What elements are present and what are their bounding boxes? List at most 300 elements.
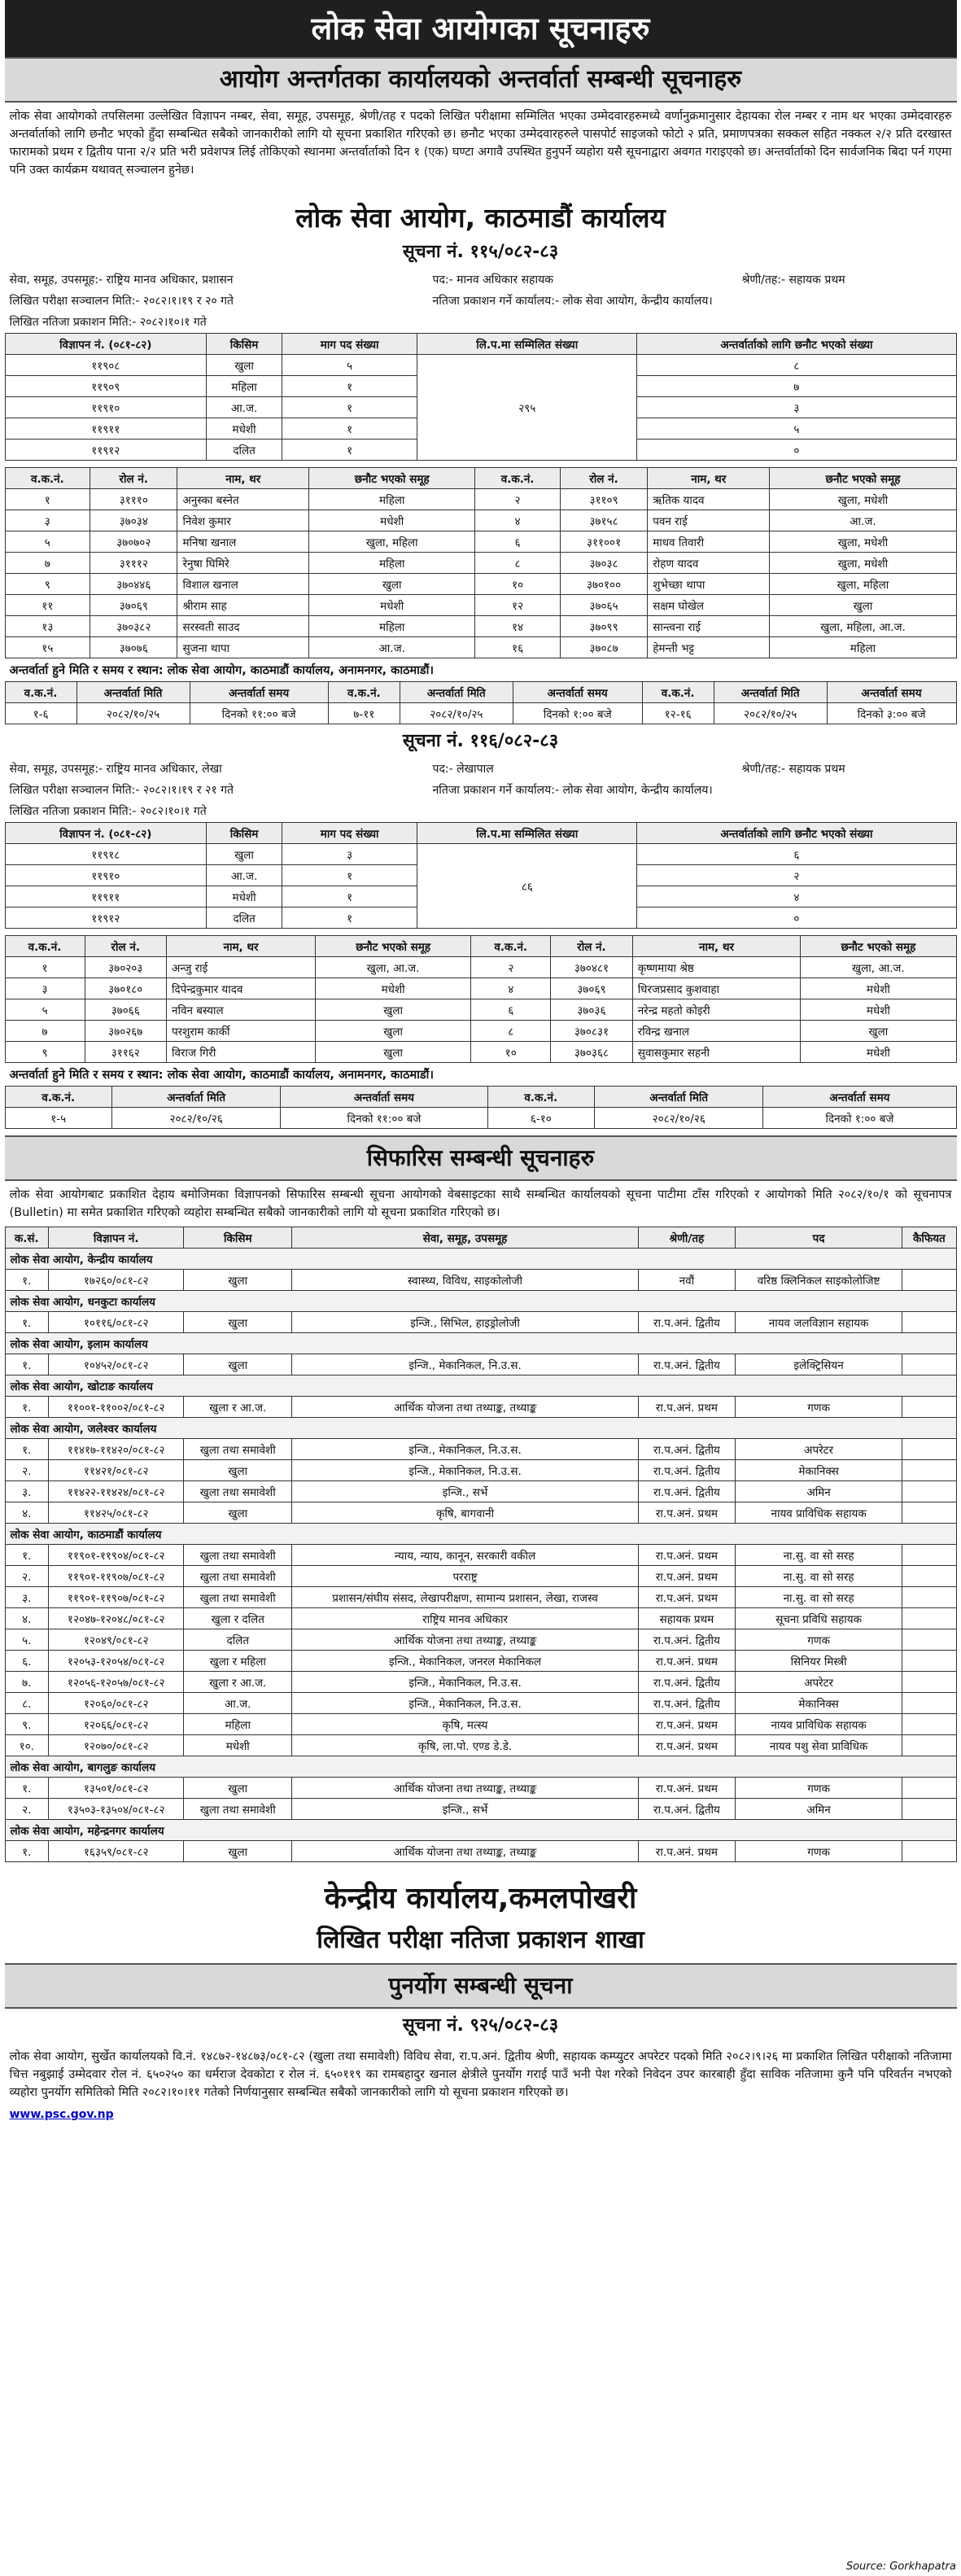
cand-roll: ३७०२६७ <box>85 1021 166 1042</box>
cand-group: खुला <box>316 999 471 1021</box>
cand-serial: ५ <box>5 531 90 553</box>
adv-type: मधेशी <box>207 418 282 440</box>
notice-1-meta-row2 <box>5 291 957 312</box>
cand-roll: ३७०७६ <box>90 637 177 658</box>
notice-1-result-date: लिखित नतिजा प्रकाशन मिति:- २०८२।१०।१ गते <box>9 316 207 329</box>
rec-remark <box>902 1693 956 1714</box>
table-row <box>5 1693 956 1714</box>
rec-adv-number: १२०७०/०८१-८२ <box>49 1735 184 1756</box>
table-row <box>5 355 956 376</box>
notice-1-number: सूचना नं. ११५/०८२-८३ <box>402 242 559 262</box>
review-notice-number: सूचना नं. ९२५/०८२-८३ <box>402 2015 559 2036</box>
rec-remark <box>902 1799 956 1820</box>
rec-serial: १. <box>5 1778 49 1799</box>
rec-post: गणक <box>735 1841 902 1862</box>
rec-type: खुला <box>184 1270 292 1291</box>
rec-remark <box>902 1629 956 1651</box>
cand-serial: ६ <box>475 531 561 553</box>
rec-post: इलेक्ट्रिसियन <box>735 1354 902 1375</box>
rec-post: ना.सु. वा सो सरह <box>735 1587 902 1608</box>
rec-serial: २. <box>5 1566 49 1587</box>
notice-1-adv-table <box>5 333 957 461</box>
rec-post: गणक <box>735 1778 902 1799</box>
cand-serial: ३ <box>5 510 90 531</box>
notice-2-candidate-table <box>5 935 957 1063</box>
rec-post: सिनियर मिस्त्री <box>735 1651 902 1672</box>
cand-name: सान्त्वना राई <box>648 616 770 637</box>
rec-type: खुला तथा समावेशी <box>184 1439 292 1460</box>
table-row <box>5 1397 956 1418</box>
cand-serial: १ <box>5 489 90 510</box>
cand-serial: ८ <box>475 553 561 574</box>
cand-group: आ.ज. <box>309 637 475 658</box>
sched-cell: दिनको १:०० बजे <box>513 703 642 724</box>
rec-service: प्रशासन/संघीय संसद, लेखापरीक्षण, सामान्य प्रशासन, लेखा, राजस्व <box>292 1587 639 1608</box>
cand-group: खुला, मधेशी <box>770 553 956 574</box>
cand-name: रविन्द्र खनाल <box>632 1021 801 1042</box>
rec-adv-number: ११४२२-११४२४/०८१-८२ <box>49 1481 184 1502</box>
intro-paragraph: लोक सेवा आयोगको तपसिलमा उल्लेखित विज्ञापन नम्बर, सेवा, समूह, उपसमूह, श्रेणी/तह र पदको लिखित परीक्षामा सम्मिलित भएका उम्मेदवारहरुमध्ये वर्णानुक्रमानुसार देहायका रोल नम्बर र नाम थर भएका उम्मेदवारहरु अन्तर्वार्ताको लागि छनौट भएको हुँदा सम्बन्धित सबैको जानकारीको लागि यो सूचना प्रकाशित गरिएको छ। छनौट भएका उम्मेदवारहरुले पासपोर्ट साइजको फोटो २ प्रति, प्रमाणपत्रका सक्कल सहित नक्कल २/२ प्रति दरखास्त फारामको प्रथम र द्वितीय पाना २/२ प्रति भरी प्रवेशपत्र लिई तोकिएको स्थानमा अन्तर्वार्ताको दिन १ (एक) घण्टा अगावै उपस्थित हुनुपर्ने व्यहोरा यसै सूचनाद्वारा अवगत गराइएको छ। अन्तर्वार्ताको दिन सार्वजनिक बिदा पर्न गएमा पनि उक्त कार्यक्रम यथावत् सञ्चालन हुनेछ। <box>9 110 952 177</box>
rec-serial: ५. <box>5 1629 49 1651</box>
cand-group: खुला, महिला <box>309 531 475 553</box>
cand-serial: ४ <box>475 510 561 531</box>
rec-type: खुला तथा समावेशी <box>184 1481 292 1502</box>
rec-type: खुला र दलित <box>184 1608 292 1629</box>
adv-number: ११९०८ <box>5 355 207 376</box>
notice1-cand-header-5: रोल नं. <box>560 468 647 489</box>
cand-name: मनिषा खनाल <box>177 531 309 553</box>
rec-level: नवौं <box>638 1270 735 1291</box>
sched-cell: ६-१० <box>487 1108 594 1129</box>
notice1-sched-header-5: अन्तर्वार्ता समय <box>513 682 642 703</box>
cand-serial: ९ <box>5 1042 85 1063</box>
notice1-adv-header-4: अन्तर्वार्ताको लागि छनौट भएको संख्या <box>637 334 956 355</box>
office-group-name: लोक सेवा आयोग, धनकुटा कार्यालय <box>5 1291 956 1312</box>
rec-type: मधेशी <box>184 1735 292 1756</box>
recommend-paragraph: लोक सेवा आयोगबाट प्रकाशित देहाय बमोजिमका विज्ञापनको सिफारिस सम्बन्धी सूचना आयोगको वेबसाइटका साथै सम्बन्धित कार्यालयको सूचना पाटीमा टाँस गरिएको र आयोगको मिति २०८२/१०/१ को सूचनापत्र (Bulletin) मा समेत प्रकाशित गरिएको व्यहोरा सम्बन्धित सबैको जानकारीको लागि यो सूचना प्रकाशित गरिएको छ। <box>9 1188 952 1219</box>
rec-service: इन्जि., मेकानिकल, नि.उ.स. <box>292 1693 639 1714</box>
notice-1-service: सेवा, समूह, उपसमूह:- राष्ट्रिय मानव अधिकार, प्रशासन <box>9 273 234 286</box>
sched-cell: दिनको ३:०० बजे <box>827 703 956 724</box>
cand-roll: ३७०७०२ <box>90 531 177 553</box>
rec-level: रा.प.अनं. प्रथम <box>638 1545 735 1566</box>
cand-group: महिला <box>309 553 475 574</box>
rec-type: खुला र आ.ज. <box>184 1672 292 1693</box>
cand-roll: ३१११० <box>90 489 177 510</box>
rec-level: रा.प.अनं. प्रथम <box>638 1778 735 1799</box>
rec-adv-number: १३५०३-१३५०४/०८१-८२ <box>49 1799 184 1820</box>
cand-name: सुवासकुमार सहनी <box>632 1042 801 1063</box>
rec-serial: १. <box>5 1397 49 1418</box>
cand-group: मधेशी <box>801 999 956 1021</box>
sched-cell: दिनको ११:०० बजे <box>190 703 328 724</box>
cand-name: नरेन्द्र महतो कोइरी <box>632 999 801 1021</box>
cand-name: अन्जु राई <box>166 957 315 978</box>
rec-type: खुला तथा समावेशी <box>184 1566 292 1587</box>
cand-group: खुला <box>316 1042 471 1063</box>
notice-1-venue: अन्तर्वार्ता हुने मिति र समय र स्थान: लोक सेवा आयोग, काठमाडौं कार्यालय, अनामनगर, काठमाडौं। <box>9 664 434 677</box>
adv-number: ११९१२ <box>5 908 207 929</box>
office-group-name: लोक सेवा आयोग, इलाम कार्यालय <box>5 1333 956 1354</box>
rec-post: गणक <box>735 1397 902 1418</box>
rec-serial: ३. <box>5 1587 49 1608</box>
adv-number: ११९११ <box>5 418 207 440</box>
cand-roll: ३७०३६८ <box>551 1042 632 1063</box>
rec-type: दलित <box>184 1629 292 1651</box>
cand-serial: ३ <box>5 978 85 999</box>
rec-service: आर्थिक योजना तथा तथ्याङ्क, तथ्याङ्क <box>292 1397 639 1418</box>
office-group-row <box>5 1418 956 1439</box>
rec-adv-number: ११४२५/०८१-८२ <box>49 1502 184 1524</box>
rec-level: रा.प.अनं. प्रथम <box>638 1587 735 1608</box>
notice-2-publish-office: नतिजा प्रकाशन गर्ने कार्यालय:- लोक सेवा आयोग, केन्द्रीय कार्यालय। <box>432 784 713 797</box>
office-group-name: लोक सेवा आयोग, महेन्द्रनगर कार्यालय <box>5 1820 956 1841</box>
adv-type: खुला <box>207 355 282 376</box>
sched-cell: १-६ <box>5 703 76 724</box>
rec-post: नायव प्राविधिक सहायक <box>735 1502 902 1524</box>
adv-number: ११९१० <box>5 397 207 418</box>
cand-group: खुला, मधेशी <box>770 531 956 553</box>
review-paragraph: लोक सेवा आयोग, सुर्खेत कार्यालयको वि.नं. १४८७२-१४८७३/०८१-८२ (खुला तथा समावेशी) विविध सेवा, रा.प.अनं. द्वितीय श्रेणी, सहायक कम्प्युटर अपरेटर पदको मिति २०८२।९।२६ मा प्रकाशित लिखित परीक्षाको नतिजामा चित्त नबुझाई उम्मेदवार रोल नं. ६५०२५० का धर्मराज देवकोटा र रोल नं. ६५०११९ का रामबहादुर खनाल क्षेत्रीले पुनर्योग गराई पाउँ भनी पेश गरेको निवेदन उपर कारबाही हुँदा साविक नतिजामा कुनै पनि परिवर्तन नभएको व्यहोरा पुनर्योग समितिको मिति २०८२।१०।११ गतेको निर्णयानुसार सम्बन्धित सबैको जानकारीको लागि यो सूचना प्रकाशन गरिएको छ। <box>9 2050 952 2099</box>
notice2-sched-header-2: अन्तर्वार्ता समय <box>281 1087 487 1108</box>
rec-adv-number: १७२६०/०८१-८२ <box>49 1270 184 1291</box>
notice2-adv-header-0: विज्ञापन नं. (०८१-८२) <box>5 823 207 844</box>
rec-remark <box>902 1270 956 1291</box>
notice1-sched-header-2: अन्तर्वार्ता समय <box>190 682 328 703</box>
table-row <box>5 1502 956 1524</box>
cand-group: मधेशी <box>316 978 471 999</box>
adv-demand: १ <box>282 865 417 886</box>
rec-remark <box>902 1312 956 1333</box>
table-row <box>5 1608 956 1629</box>
cand-group: मधेशी <box>309 595 475 616</box>
central-branch-title: लिखित परीक्षा नतिजा प्रकाशन शाखा <box>317 1926 644 1954</box>
notice-2-number: सूचना नं. ११६/०८२-८३ <box>402 731 559 751</box>
rec-service: इन्जि., मेकानिकल, नि.उ.स. <box>292 1354 639 1375</box>
notice2-cand-header-5: रोल नं. <box>551 936 632 957</box>
notice1-adv-header-1: किसिम <box>207 334 282 355</box>
rec-level: रा.प.अनं. प्रथम <box>638 1502 735 1524</box>
cand-serial: १३ <box>5 616 90 637</box>
adv-type: मधेशी <box>207 886 282 908</box>
office-group-row <box>5 1333 956 1354</box>
rec-type: खुला <box>184 1502 292 1524</box>
notice2-adv-header-3: लि.प.मा सम्मिलित संख्या <box>417 823 637 844</box>
office-group-row <box>5 1249 956 1270</box>
cand-name: सुजना थापा <box>177 637 309 658</box>
notice1-sched-header-8: अन्तर्वार्ता समय <box>827 682 956 703</box>
cand-group: खुला <box>316 1021 471 1042</box>
adv-type: दलित <box>207 440 282 461</box>
notice-2-venue: अन्तर्वार्ता हुने मिति र समय र स्थान: लोक सेवा आयोग, काठमाडौं कार्यालय, अनामनगर, काठमाडौं। <box>9 1069 434 1082</box>
cand-serial: २ <box>475 489 561 510</box>
notice-1-schedule-table <box>5 681 957 724</box>
recommend-header-2: किसिम <box>184 1227 292 1249</box>
notice2-cand-header-2: नाम, थर <box>166 936 315 957</box>
adv-demand: ३ <box>282 844 417 865</box>
cand-name: शुभेच्छा थापा <box>648 574 770 595</box>
rec-serial: १. <box>5 1545 49 1566</box>
rec-type: खुला <box>184 1841 292 1862</box>
office-group-name: लोक सेवा आयोग, जलेश्वर कार्यालय <box>5 1418 956 1439</box>
cand-name: हेमन्ती भट्ट <box>648 637 770 658</box>
rec-service: कृषि, ला.पो. एण्ड डे.डे. <box>292 1735 639 1756</box>
rec-type: आ.ज. <box>184 1693 292 1714</box>
rec-adv-number: १२०५६-१२०५७/०८१-८२ <box>49 1672 184 1693</box>
rec-adv-number: ११००१-११००२/०८१-८२ <box>49 1397 184 1418</box>
rec-serial: २. <box>5 1799 49 1820</box>
cand-group: मधेशी <box>801 1042 956 1063</box>
notice-2-exam-date: लिखित परीक्षा सञ्चालन मिति:- २०८२।१।१९ र २१ गते <box>9 784 234 797</box>
adv-selected: २ <box>637 865 956 886</box>
cand-serial: १५ <box>5 637 90 658</box>
notice1-sched-header-0: व.क.नं. <box>5 682 76 703</box>
rec-service: आर्थिक योजना तथा तथ्याङ्क, तथ्याङ्क <box>292 1778 639 1799</box>
rec-serial: १. <box>5 1354 49 1375</box>
notice-2-meta-row3 <box>5 801 957 822</box>
cand-roll: ३११००१ <box>560 531 647 553</box>
rec-post: अपरेटर <box>735 1672 902 1693</box>
rec-type: खुला तथा समावेशी <box>184 1545 292 1566</box>
rec-remark <box>902 1735 956 1756</box>
notice-2-post: पद:- लेखापाल <box>432 763 494 776</box>
rec-serial: १. <box>5 1841 49 1862</box>
cand-serial: ८ <box>471 1021 551 1042</box>
rec-serial: ३. <box>5 1481 49 1502</box>
table-row <box>5 999 956 1021</box>
notice1-adv-header-2: माग पद संख्या <box>282 334 417 355</box>
rec-level: रा.प.अनं. प्रथम <box>638 1841 735 1862</box>
cand-serial: ११ <box>5 595 90 616</box>
rec-remark <box>902 1841 956 1862</box>
rec-remark <box>902 1397 956 1418</box>
table-row <box>5 489 956 510</box>
rec-remark <box>902 1651 956 1672</box>
notice1-cand-header-6: नाम, थर <box>648 468 770 489</box>
source-credit: Source: Gorkhapatra <box>845 2561 956 2573</box>
rec-remark <box>902 1460 956 1481</box>
adv-number: ११९०९ <box>5 376 207 397</box>
rec-adv-number: १२०५३-१२०५४/०८१-८२ <box>49 1651 184 1672</box>
cand-roll: ३७०४४६ <box>90 574 177 595</box>
notice1-cand-header-2: नाम, थर <box>177 468 309 489</box>
adv-number: ११९११ <box>5 886 207 908</box>
rec-type: खुला <box>184 1460 292 1481</box>
rec-type: खुला <box>184 1778 292 1799</box>
table-row <box>5 616 956 637</box>
cand-name: निवेश कुमार <box>177 510 309 531</box>
recommend-table <box>5 1227 957 1862</box>
cand-serial: १६ <box>475 637 561 658</box>
rec-adv-number: ११९०१-११९०४/०८१-८२ <box>49 1545 184 1566</box>
office-group-row <box>5 1820 956 1841</box>
rec-remark <box>902 1672 956 1693</box>
notice-1-post: पद:- मानव अधिकार सहायक <box>432 273 553 286</box>
rec-level: रा.प.अनं. द्वितीय <box>638 1312 735 1333</box>
notice-2-meta-row2 <box>5 780 957 801</box>
adv-selected: ० <box>637 440 956 461</box>
cand-group: खुला, आ.ज. <box>316 957 471 978</box>
cand-roll: ३७१५८ <box>560 510 647 531</box>
recommend-header-6: कैफियत <box>902 1227 956 1249</box>
office-group-row <box>5 1375 956 1397</box>
notice2-sched-header-1: अन्तर्वार्ता मिति <box>111 1087 280 1108</box>
rec-type: महिला <box>184 1714 292 1735</box>
cand-group: खुला, महिला, आ.ज. <box>770 616 956 637</box>
rec-serial: १०. <box>5 1735 49 1756</box>
rec-level: रा.प.अनं. प्रथम <box>638 1566 735 1587</box>
rec-type: खुला तथा समावेशी <box>184 1587 292 1608</box>
cand-name: नविन बस्याल <box>166 999 315 1021</box>
table-row <box>5 1799 956 1820</box>
rec-service: इन्जि., सर्भे <box>292 1481 639 1502</box>
cand-serial: ९ <box>5 574 90 595</box>
notice1-sched-header-7: अन्तर्वार्ता मिति <box>714 682 827 703</box>
rec-remark <box>902 1608 956 1629</box>
rec-service: स्वास्थ्य, विविध, साइकोलोजी <box>292 1270 639 1291</box>
notice2-adv-header-2: माग पद संख्या <box>282 823 417 844</box>
cand-roll: ३७०३४ <box>90 510 177 531</box>
rec-service: इन्जि., मेकानिकल, नि.उ.स. <box>292 1672 639 1693</box>
page-banner: लोक सेवा आयोगका सूचनाहरु <box>5 0 957 57</box>
page <box>5 0 957 2123</box>
cand-roll: ३७०१०० <box>560 574 647 595</box>
rec-serial: ६. <box>5 1651 49 1672</box>
rec-serial: १. <box>5 1312 49 1333</box>
rec-post: अमिन <box>735 1799 902 1820</box>
sched-cell: दिनको ११:०० बजे <box>281 1108 487 1129</box>
notice2-sched-header-0: व.क.नं. <box>5 1087 111 1108</box>
adv-demand: १ <box>282 440 417 461</box>
rec-adv-number: १६३५९/०८१-८२ <box>49 1841 184 1862</box>
rec-remark <box>902 1566 956 1587</box>
sched-cell: ७-११ <box>328 703 400 724</box>
cand-roll: ३७०३८ <box>560 553 647 574</box>
office-group-name: लोक सेवा आयोग, खोटाङ कार्यालय <box>5 1375 956 1397</box>
rec-service: राष्ट्रिय मानव अधिकार <box>292 1608 639 1629</box>
review-heading: पुनर्योग सम्बन्धी सूचना <box>5 1963 957 2009</box>
notice-2-level: श्रेणी/तह:- सहायक प्रथम <box>741 763 845 776</box>
rec-serial: ८. <box>5 1693 49 1714</box>
rec-service: इन्जि., मेकानिकल, नि.उ.स. <box>292 1439 639 1460</box>
adv-demand: १ <box>282 418 417 440</box>
cand-group: महिला <box>309 616 475 637</box>
recommend-header-5: पद <box>735 1227 902 1249</box>
cand-serial: २ <box>471 957 551 978</box>
office-group-row <box>5 1291 956 1312</box>
table-row <box>5 637 956 658</box>
table-row <box>5 1587 956 1608</box>
rec-serial: १. <box>5 1439 49 1460</box>
rec-adv-number: ११४२१/०८१-८२ <box>49 1460 184 1481</box>
table-row <box>5 1629 956 1651</box>
rec-service: कृषि, बागवानी <box>292 1502 639 1524</box>
adv-demand: १ <box>282 397 417 418</box>
table-row <box>5 1460 956 1481</box>
office-group-name: लोक सेवा आयोग, काठमाडौं कार्यालय <box>5 1524 956 1545</box>
adv-selected: ३ <box>637 397 956 418</box>
rec-level: रा.प.अनं. द्वितीय <box>638 1693 735 1714</box>
table-row <box>5 1481 956 1502</box>
rec-type: खुला र आ.ज. <box>184 1397 292 1418</box>
notice2-sched-header-4: अन्तर्वार्ता मिति <box>595 1087 763 1108</box>
cand-name: दिपेन्द्रकुमार यादव <box>166 978 315 999</box>
notice-2-schedule-table <box>5 1086 957 1129</box>
sched-cell: २०८२/१०/२६ <box>595 1108 763 1129</box>
cand-roll: ३७०९९ <box>560 616 647 637</box>
adv-selected: ६ <box>637 844 956 865</box>
table-row <box>5 1354 956 1375</box>
cand-group: आ.ज. <box>770 510 956 531</box>
notice-2-service: सेवा, समूह, उपसमूह:- राष्ट्रिय मानव अधिकार, लेखा <box>9 763 222 776</box>
notice-1-level: श्रेणी/तह:- सहायक प्रथम <box>741 273 845 286</box>
notice2-sched-header-5: अन्तर्वार्ता समय <box>763 1087 956 1108</box>
cand-roll: ३७०६६ <box>85 999 166 1021</box>
notice2-cand-header-6: नाम, थर <box>632 936 801 957</box>
cand-name: परशुराम कार्की <box>166 1021 315 1042</box>
cand-roll: ३७०१८० <box>85 978 166 999</box>
adv-number: ११९१० <box>5 865 207 886</box>
notice2-sched-header-3: व.क.नं. <box>487 1087 594 1108</box>
adv-number: ११९१८ <box>5 844 207 865</box>
cand-group: खुला <box>309 574 475 595</box>
rec-remark <box>902 1714 956 1735</box>
table-row <box>5 531 956 553</box>
sched-cell: २०८२/१०/२५ <box>400 703 513 724</box>
rec-level: रा.प.अनं. द्वितीय <box>638 1354 735 1375</box>
notice1-sched-header-6: व.क.नं. <box>642 682 714 703</box>
rec-level: सहायक प्रथम <box>638 1608 735 1629</box>
cand-serial: १४ <box>475 616 561 637</box>
notice-2-meta-row1 <box>5 759 957 780</box>
notice-2-adv-table <box>5 822 957 929</box>
cand-group: खुला <box>801 1021 956 1042</box>
rec-remark <box>902 1439 956 1460</box>
table-row <box>5 957 956 978</box>
rec-level: रा.प.अनं. प्रथम <box>638 1651 735 1672</box>
rec-serial: ४. <box>5 1502 49 1524</box>
office-title-ktm: लोक सेवा आयोग, काठमाडौं कार्यालय <box>295 202 666 234</box>
rec-serial: २. <box>5 1460 49 1481</box>
cand-name: सक्षम घोखेल <box>648 595 770 616</box>
rec-remark <box>902 1354 956 1375</box>
notice2-adv-header-4: अन्तर्वार्ताको लागि छनौट भएको संख्या <box>637 823 956 844</box>
cand-name: कृष्णमाया श्रेष्ठ <box>632 957 801 978</box>
cand-roll: ३७०८७ <box>560 637 647 658</box>
cand-roll: ३७०६९ <box>551 978 632 999</box>
rec-type: खुला तथा समावेशी <box>184 1799 292 1820</box>
notice-1-exam-date: लिखित परीक्षा सञ्चालन मिति:- २०८२।१।१९ र २० गते <box>9 295 234 308</box>
cand-name: माधव तिवारी <box>648 531 770 553</box>
rec-post: मेकानिक्स <box>735 1693 902 1714</box>
interview-heading: आयोग अन्तर्गतका कार्यालयको अन्तर्वार्ता सम्बन्धी सूचनाहरु <box>5 57 957 103</box>
notice1-cand-header-0: व.क.नं. <box>5 468 90 489</box>
website-link[interactable]: www.psc.gov.np <box>9 2108 114 2121</box>
adv-type: आ.ज. <box>207 865 282 886</box>
notice-1-meta-row1 <box>5 269 957 291</box>
table-row <box>5 1566 956 1587</box>
rec-level: रा.प.अनं. प्रथम <box>638 1714 735 1735</box>
notice1-cand-header-4: व.क.नं. <box>475 468 561 489</box>
rec-service: कृषि, मत्स्य <box>292 1714 639 1735</box>
cand-roll: ३७०४८१ <box>551 957 632 978</box>
sched-cell: १२-१६ <box>642 703 714 724</box>
cand-name: धिरजप्रसाद कुशवाहा <box>632 978 801 999</box>
table-row <box>5 1439 956 1460</box>
adv-total-appeared: ८६ <box>417 844 637 929</box>
table-row <box>5 844 956 865</box>
adv-selected: ८ <box>637 355 956 376</box>
